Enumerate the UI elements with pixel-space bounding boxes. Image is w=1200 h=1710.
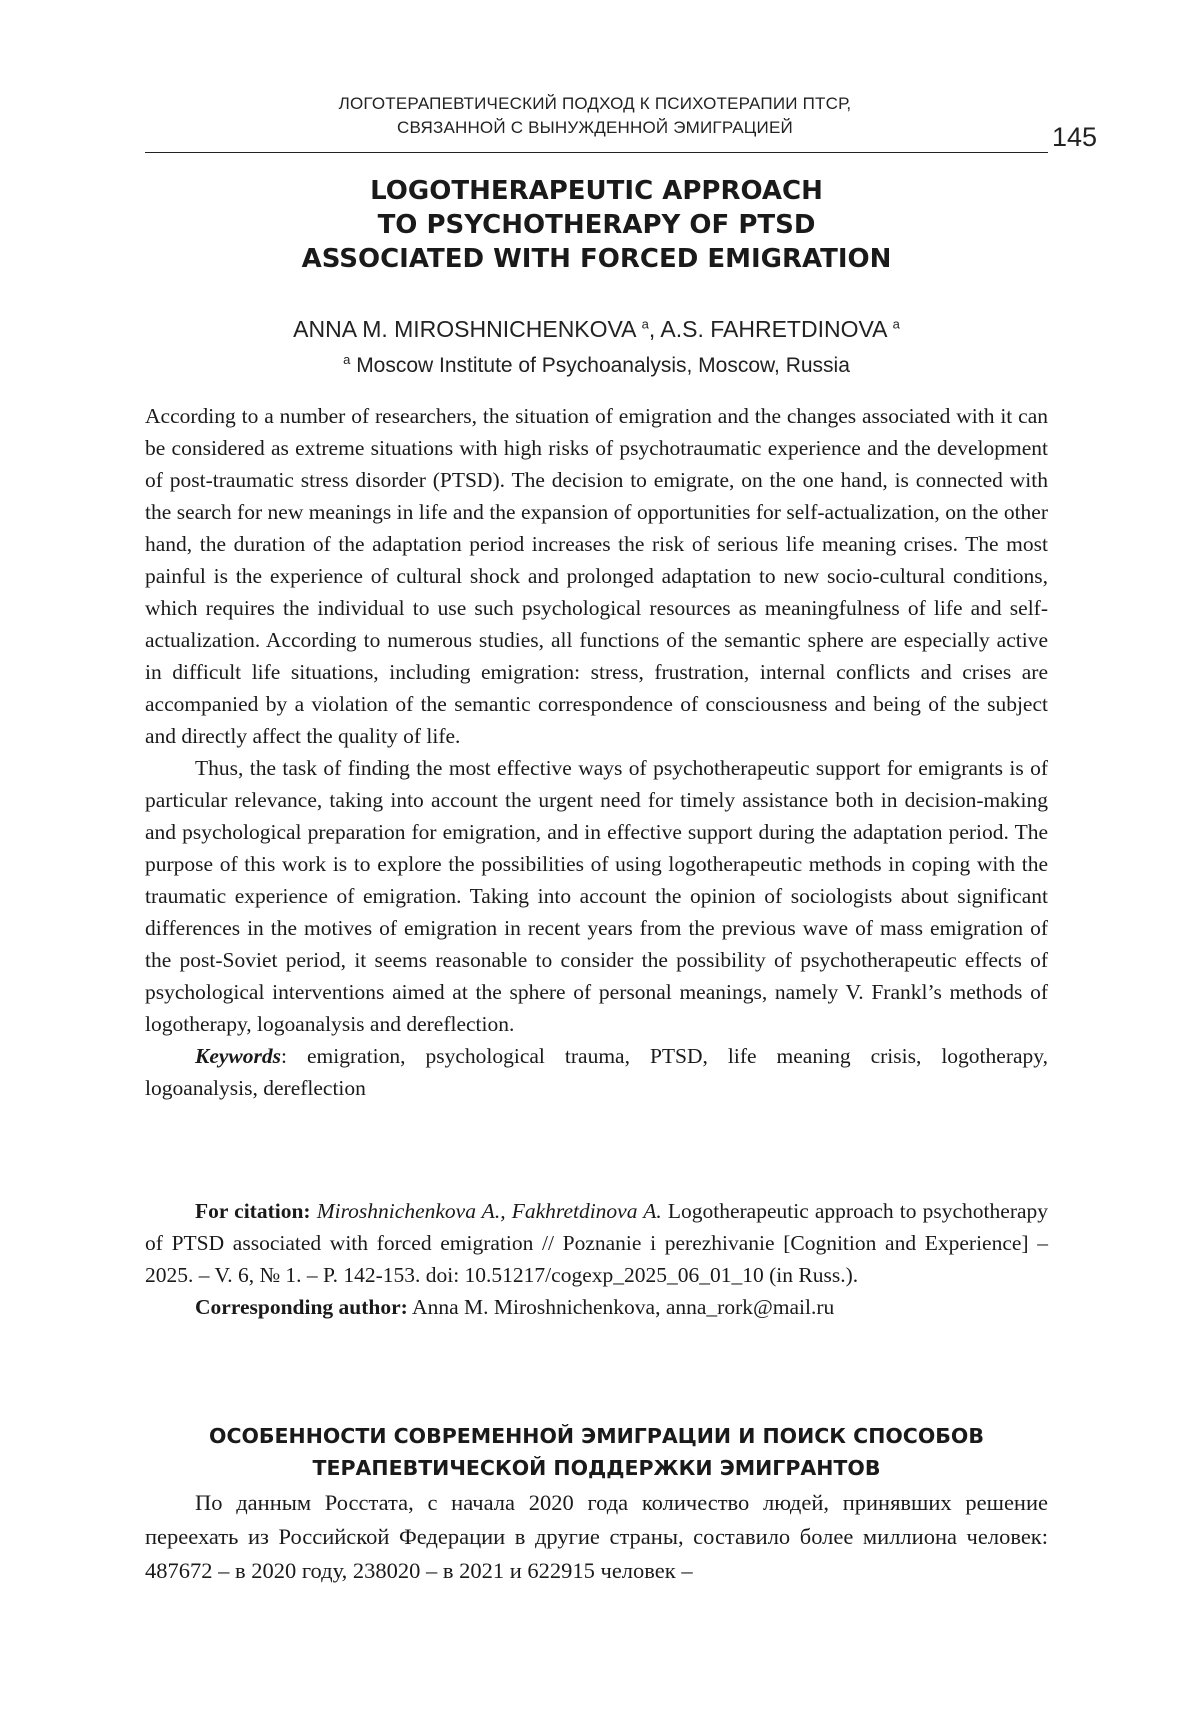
keywords xyxy=(145,1040,1048,1104)
affiliation-marker-2: a xyxy=(892,316,900,332)
affiliation xyxy=(145,352,1048,380)
author-name-2: A.S. FAHRETDINOVA xyxy=(660,316,887,342)
running-header-line-1: ЛОГОТЕРАПЕВТИЧЕСКИЙ ПОДХОД К ПСИХОТЕРАПИИ ПТСР, xyxy=(338,94,852,113)
page-number: 145 xyxy=(1052,122,1098,152)
author-separator: , xyxy=(648,316,656,342)
section-body xyxy=(145,1486,1048,1588)
keywords-text: : emigration, psychological trauma, PTSD, life meaning crisis, logotherapy, logoanalysis, dereflection xyxy=(145,1044,1048,1100)
title-line-1: LOGOTHERAPEUTIC APPROACH xyxy=(370,176,823,206)
section-paragraph: По данным Росстата, с начала 2020 года количество людей, принявших решение переехать из Российской Федерации в другие страны, составило более миллиона человек: 487672 – в 2020 году, 238020 – в 2021 и 622915 человек – xyxy=(145,1490,1048,1583)
corresponding-text: Anna M. Miroshnichenkova, anna_rork@mail.ru xyxy=(412,1295,835,1319)
running-header-line-2: СВЯЗАННОЙ С ВЫНУЖДЕННОЙ ЭМИГРАЦИЕЙ xyxy=(397,118,793,137)
author-list xyxy=(145,314,1048,344)
affiliation-text: Moscow Institute of Psychoanalysis, Moscow, Russia xyxy=(356,354,850,377)
corresponding-author xyxy=(145,1291,1048,1323)
author-name-1: ANNA M. MIROSHNICHENKOVA xyxy=(293,316,636,342)
citation-label: For citation: xyxy=(195,1199,311,1223)
abstract-paragraph-1: According to a number of researchers, the situation of emigration and the changes associated with it can be considered as extreme situations with high risks of psychotraumatic experience and the development of post-traumatic stress disorder (PTSD). The decision to emigrate, on the one hand, is connected with the search for new meanings in life and the expansion of opportunities for self-actualization, on the other hand, the duration of the adaptation period increases the risk of serious life meaning crises. The most painful is the experience of cultural shock and prolonged adaptation to new socio-cultural conditions, which requires the individual to use such psychological resources as meaningfulness of life and self-actualization. According to numerous studies, all functions of the semantic sphere are especially active in difficult life situations, including emigration: stress, frustration, internal conflicts and crises are accompanied by a violation of the semantic correspondence of consciousness and being of the subject and directly affect the quality of life. xyxy=(145,404,1048,748)
citation-text: Logotherapeutic approach to psychotherapy of PTSD associated with forced emigration // Poznanie i perezhivanie [Cognition and Experience] – 2025. – V. 6, № 1. – P. 142-153. doi: 10.51217/cogexp_2025_06_01_10 (in Russ.). xyxy=(145,1199,1049,1287)
keywords-label: Keywords xyxy=(195,1044,281,1068)
section-heading xyxy=(145,1420,1048,1484)
citation-authors: Miroshnichenkova A., Fakhretdinova A. xyxy=(316,1199,662,1223)
article-title xyxy=(145,174,1048,276)
running-header xyxy=(145,92,1045,140)
affiliation-marker-1: a xyxy=(641,316,649,332)
header-divider xyxy=(145,152,1048,153)
section-heading-line-1: ОСОБЕННОСТИ СОВРЕМЕННОЙ ЭМИГРАЦИИ И ПОИСК СПОСОБОВ xyxy=(209,1424,984,1448)
citation-entry xyxy=(145,1195,1048,1291)
section-heading-line-2: ТЕРАПЕВТИЧЕСКОЙ ПОДДЕРЖКИ ЭМИГРАНТОВ xyxy=(312,1456,881,1480)
corresponding-label: Corresponding author: xyxy=(195,1295,408,1319)
citation-block xyxy=(145,1195,1048,1323)
title-line-2: TO PSYCHOTHERAPY OF PTSD xyxy=(377,210,816,240)
affiliation-marker: a xyxy=(343,352,351,367)
title-line-3: ASSOCIATED WITH FORCED EMIGRATION xyxy=(301,244,892,274)
abstract xyxy=(145,400,1048,1104)
abstract-paragraph-2: Thus, the task of finding the most effective ways of psychotherapeutic support for emigrants is of particular relevance, taking into account the urgent need for timely assistance both in decision-making and psychological preparation for emigration, and in effective support during the adaptation period. The purpose of this work is to explore the possibilities of using logotherapeutic methods in coping with the traumatic experience of emigration. Taking into account the opinion of sociologists about significant differences in the motives of emigration in recent years from the previous wave of mass emigration of the post-Soviet period, it seems reasonable to consider the possibility of psychotherapeutic effects of psychological interventions aimed at the sphere of personal meanings, namely V. Frankl’s methods of logotherapy, logoanalysis and dereflection. xyxy=(145,756,1048,1036)
